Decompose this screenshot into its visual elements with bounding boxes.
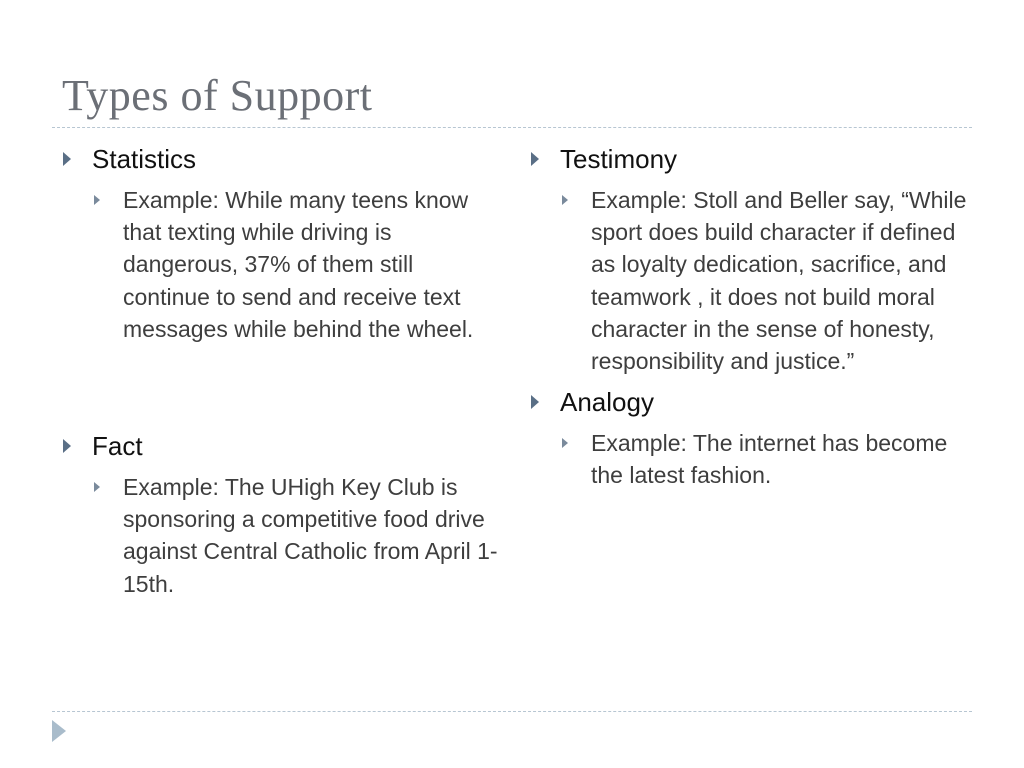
- title-divider: [52, 127, 972, 128]
- spacer: [530, 377, 970, 385]
- bullet-arrow-icon: [63, 439, 71, 453]
- sub-bullet-analogy-example: [560, 427, 970, 491]
- bullet-analogy: [530, 385, 970, 419]
- sub-bullet-arrow-icon: [562, 195, 568, 205]
- bullet-heading: Statistics: [92, 144, 197, 174]
- bullet-fact: [62, 429, 502, 463]
- sub-bullet-text: Example: The UHigh Key Club is sponsoring a competitive food drive against Central Catholic from April 1-15th.: [123, 474, 498, 597]
- right-column: [530, 142, 970, 492]
- footer-divider: [52, 711, 972, 712]
- left-column: [62, 142, 502, 600]
- bullet-heading: Fact: [92, 431, 143, 462]
- sub-bullet-arrow-icon: [94, 482, 100, 492]
- spacer: [62, 345, 502, 429]
- sub-bullet-text: Example: Stoll and Beller say, “While sport does build character if defined as loyalty dedication, sacrifice, and teamwork , it does not build moral character in the sense of honesty, responsibility and justice.”: [591, 187, 967, 375]
- sub-bullet-testimony-example: [560, 184, 970, 377]
- slide-title: Types of Support: [62, 71, 373, 120]
- bullet-heading: Analogy: [560, 387, 654, 418]
- sub-bullet-fact-example: [92, 471, 502, 600]
- sub-bullet-arrow-icon: [562, 438, 568, 448]
- bullet-statistics: [62, 142, 502, 176]
- sub-bullet-arrow-icon: [94, 195, 100, 205]
- sub-bullet-text: Example: While many teens know that texting while driving is dangerous, 37% of them still continue to send and receive text messages while behind the wheel.: [123, 187, 474, 342]
- bullet-heading: Testimony: [560, 144, 678, 174]
- sub-bullet-statistics-example: [92, 184, 502, 345]
- bullet-arrow-icon: [531, 395, 539, 409]
- bullet-arrow-icon: [63, 152, 71, 166]
- bullet-testimony: [530, 142, 970, 176]
- sub-bullet-text: Example: The internet has become the latest fashion.: [591, 430, 948, 489]
- corner-arrow-icon: [52, 720, 66, 742]
- bullet-arrow-icon: [531, 152, 539, 166]
